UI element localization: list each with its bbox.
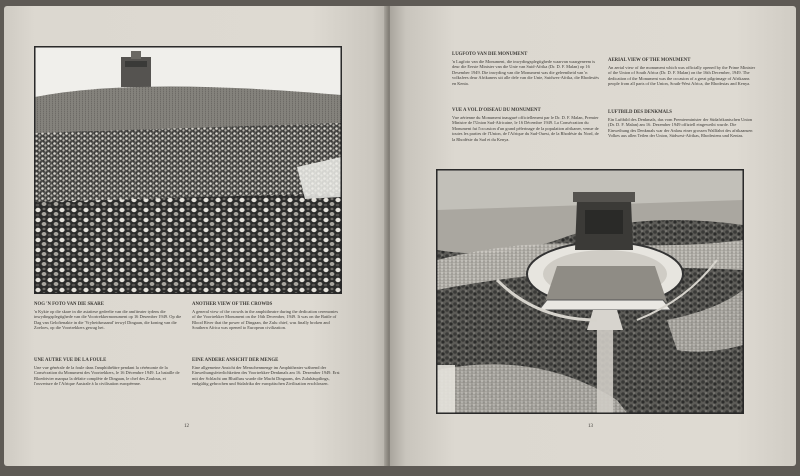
caption-heading: AERIAL VIEW OF THE MONUMENT (608, 58, 691, 63)
caption-german (192, 358, 340, 387)
caption-body: 'n Lugfoto van die Monument, die inwydingsplegtighede waarvan waargeneem is deur die Eerste Minister van die Unie van Suid-Afrika (Dr. D. F. Malan) op 16 Desember 1949. Die inwyding van die Monument was die geleentheid van 'n volksfees deur Afrikaners uit alle dele van die Unie, Suidwes-Afrika, die Rhodesiës en Kenia. (452, 58, 599, 86)
caption-heading: UNE AUTRE VUE DE LA FOULE (34, 358, 107, 363)
caption-body: An aerial view of the monument which was officially opened by the Prime Minister of the Union of South Africa (Dr. D. F. Malan) on the 16th December, 1949. The dedication of the Monument was the occasion of a great pilgrimage of Afrikaans people from all parts of the Union, South-West Africa, the Rhodesias and Kenya. (608, 64, 756, 87)
crowd-photo-image (35, 47, 341, 293)
aerial-monument-photo-image (437, 170, 743, 413)
page-number: 13 (588, 424, 593, 429)
caption-body: A general view of the crowds in the amphitheatre during the dedication ceremonies of the Voortrekker Monument on the 16th December, 1949. It was on the Battle of Blood River that the power of Dingaan, the Zulu chief, was finally broken and Southern Africa was opened to European civilization. (192, 308, 339, 331)
caption-heading: NOG 'N FOTO VAN DIE SKARE (34, 302, 104, 307)
caption-heading: LUFTBILD DES DENKMALS (608, 110, 672, 115)
right-book-page (390, 6, 796, 466)
caption-afrikaans (452, 52, 600, 87)
caption-english (192, 302, 340, 331)
caption-german (608, 110, 756, 139)
aerial-monument-photo (436, 169, 744, 414)
caption-afrikaans (34, 302, 182, 331)
page-number: 12 (184, 424, 189, 429)
caption-heading: EINE ANDERE ANSICHT DER MENGE (192, 358, 279, 363)
caption-heading: VUE A VOL D'OISEAU DU MONUMENT (452, 108, 541, 113)
caption-body: Ein Luftbild des Denkmals, das vom Premierminister der Südafrikanischen Union (Dr. D. F. Malan) am 16. Dezember 1949 offiziell eingeweiht wurde. Die Einweihung des Denkmals war der Anlass einer grossen Wallfahrt des afrikaansen Volkes aus allen Teilen der Union, Südwest-Afrikas, Rhodesiens und Kenias. (608, 116, 753, 139)
left-book-page (4, 6, 388, 466)
caption-body: 'n Kykie op die skare in die asiatiese gedeelte van die amfiteater tydens die inwydingsplegtighede van die Voortrekkermonument op 16 Desember 1949. Op die Dag van Geloftenakte in die 'Vryheidsmaand' terwyl Dingaan, die koning van die Zoeloes, op die Voortrekkers gewag het. (34, 308, 182, 331)
caption-french (34, 358, 182, 387)
caption-body: Eine allgemeine Ansicht der Menschenmenge im Amphitheater während der Einweihungsfeierlichkeiten des Voortrekker-Denkmals am 16. Dezember 1949. Erst mit der Schlacht am Blutfluss wurde die Macht Dingaans, des Zuluhäuptlings, endgültig gebrochen und Südafrika der europäischen Zivilisation erschlossen. (192, 364, 340, 387)
caption-body: Une vue générale de la foule dans l'amphithéâtre pendant la cérémonie de la Consécration du Monument des Voortrekkers, le 16 Décembre 1949. La bataille de Bloedrivier marqua la défaite complète de Dingaan, le chef des Zoulous, et l'ouverture de l'Afrique Australe à la civilisation européenne. (34, 364, 180, 387)
crowd-photo (34, 46, 342, 294)
caption-french (452, 108, 600, 143)
caption-english (608, 58, 756, 87)
caption-body: Vue aérienne du Monument inauguré officiellement par le Dr. D. F. Malan, Premier Ministre de l'Union Sud-Africaine, le 16 Décembre 1949. La Consécration du Monument fut l'occasion d'un grand pèlerinage de la population afrikaner, venue de toutes les parties de l'Union, de l'Afrique du Sud-Ouest, de la Rhodésie du Nord, de la Rhodésie du Sud et du Kenya. (452, 114, 599, 142)
caption-heading: ANOTHER VIEW OF THE CROWDS (192, 302, 273, 307)
caption-heading: LUGFOTO VAN DIE MONUMENT (452, 52, 528, 57)
